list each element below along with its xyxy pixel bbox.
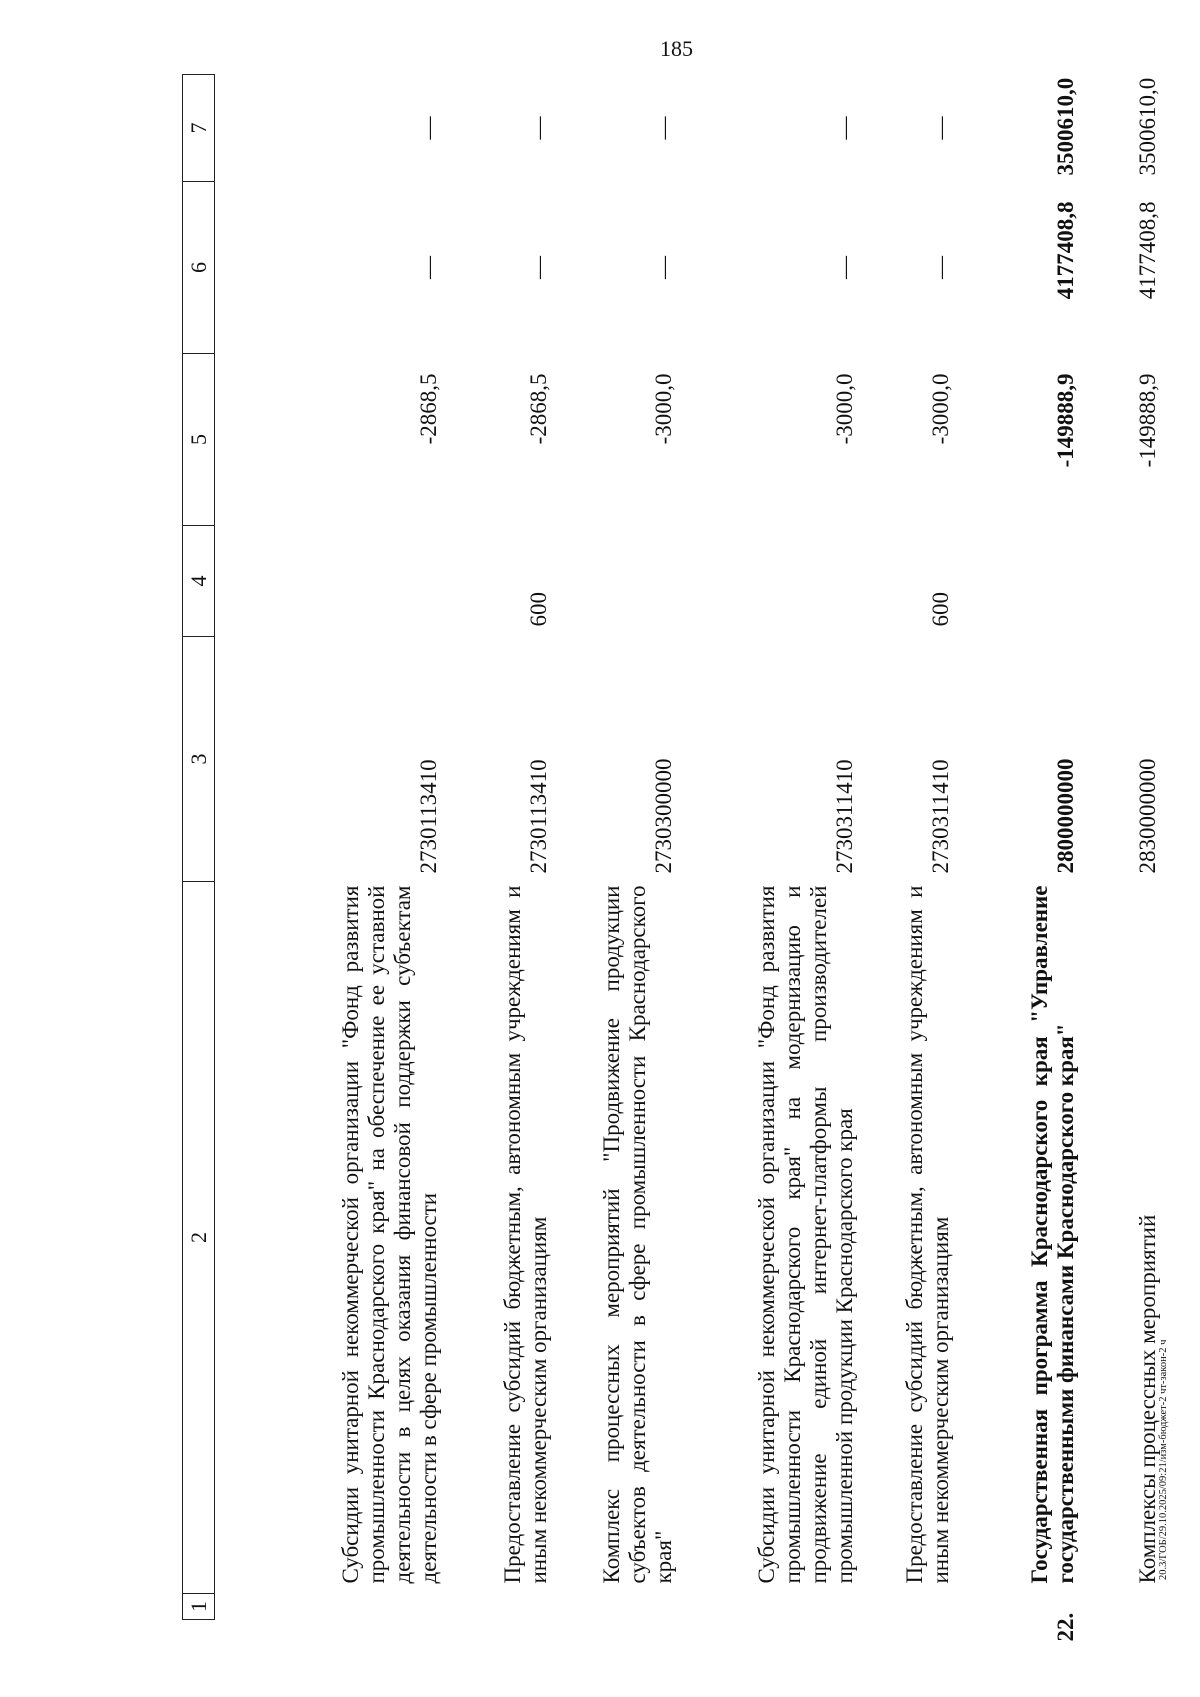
- row-description: Комплекс процессных мероприятий "Продвижение продукции субъектов деятельности в сфере промышленности Краснодарского края": [598, 885, 677, 1584]
- row-number: [215, 1594, 451, 1620]
- row-amount-2027: 3500610,0: [1135, 77, 1161, 176]
- row-amount-2025: -3000,0: [832, 373, 858, 445]
- row-amount-2027: —: [651, 116, 677, 140]
- page-number: 185: [660, 36, 693, 61]
- row-description: Субсидии унитарной некоммерческой организации "Фонд развития промышленности Краснодарского края" на обеспечение ее уставной деятельности в целях оказания финансовой поддержки субъектам деятельности в сфере промышленности: [337, 885, 442, 1584]
- row-amount-2025: -149888,9: [1135, 373, 1161, 468]
- row-expense-type: 600: [526, 592, 552, 627]
- row-expense-type: 600: [928, 592, 954, 627]
- row-amount-2026: —: [832, 256, 858, 279]
- row-number: [1088, 1594, 1170, 1620]
- row-description: Комплексы процессных мероприятий: [1135, 1214, 1161, 1584]
- row-target-code: 2730113410: [416, 759, 442, 874]
- table-row: [686, 75, 867, 1620]
- budget-table: [182, 74, 1170, 1642]
- header-cell: 4: [183, 526, 215, 637]
- row-description: Государственная программа Краснодарского края "Управление государственными финансами Краснодарского края": [1027, 885, 1079, 1584]
- row-amount-2026: 4177408,8: [1053, 201, 1079, 300]
- row-amount-2027: —: [832, 116, 858, 140]
- row-amount-2027: —: [416, 116, 442, 140]
- row-number: [686, 1594, 867, 1620]
- row-amount-2026: —: [928, 256, 954, 279]
- row-target-code: 2730311410: [832, 759, 858, 874]
- row-target-code: 2730311410: [928, 759, 954, 874]
- row-number: 22.: [1053, 1612, 1079, 1642]
- row-target-code: 2730300000: [651, 758, 677, 874]
- row-expense-type: [215, 526, 451, 637]
- row-number: [451, 1594, 561, 1620]
- row-amount-2025: -3000,0: [651, 373, 677, 445]
- row-number: [867, 1594, 963, 1620]
- row-expense-type: [963, 526, 1088, 637]
- row-number: [561, 1594, 686, 1620]
- header-cell: 5: [183, 354, 215, 526]
- table-row: [215, 75, 451, 1620]
- header-cell: 2: [183, 882, 215, 1594]
- table-row: [451, 75, 561, 1620]
- row-target-code: 2800000000: [1053, 758, 1079, 874]
- row-target-code: 2730113410: [526, 759, 552, 874]
- table-row: [867, 75, 963, 1620]
- budget-table-sheet: [182, 75, 1167, 1642]
- row-amount-2025: -149888,9: [1053, 373, 1079, 468]
- row-amount-2027: —: [928, 116, 954, 140]
- row-amount-2025: -3000,0: [928, 373, 954, 445]
- row-amount-2026: 4177408,8: [1135, 201, 1161, 300]
- row-description: Субсидии унитарной некоммерческой организации "Фонд развития промышленности Краснодарского края" на модернизацию и продвижение единой интернет-платформы производителей промышленной продукции Краснодарского края: [753, 885, 858, 1584]
- header-cell: 1: [183, 1594, 215, 1620]
- table-row: [561, 75, 686, 1620]
- row-amount-2026: —: [526, 256, 552, 279]
- row-expense-type: [561, 526, 686, 637]
- table-row-program: [963, 75, 1088, 1620]
- row-description: Предоставление субсидий бюджетным, автономным учреждениям и иным некоммерческим организациям: [500, 885, 552, 1584]
- row-amount-2027: —: [526, 116, 552, 140]
- row-amount-2027: 3500610,0: [1053, 77, 1079, 176]
- row-amount-2026: —: [651, 256, 677, 279]
- row-amount-2025: -2868,5: [526, 373, 552, 445]
- row-expense-type: [686, 526, 867, 637]
- row-expense-type: [1088, 526, 1170, 637]
- row-description: Предоставление субсидий бюджетным, автономным учреждениям и иным некоммерческим организациям: [902, 885, 954, 1584]
- row-amount-2026: —: [416, 256, 442, 279]
- document-footer-code: 20.3/ГОБ/29.10.2025/09:21/изм-бюджет-2 чт-закон-2 ч: [1158, 1339, 1169, 1580]
- row-target-code: 2830000000: [1135, 758, 1161, 874]
- header-cell: 7: [183, 75, 215, 182]
- row-amount-2025: -2868,5: [416, 373, 442, 445]
- header-cell: 6: [183, 182, 215, 354]
- header-cell: 3: [183, 637, 215, 882]
- table-header-row: [183, 75, 215, 1620]
